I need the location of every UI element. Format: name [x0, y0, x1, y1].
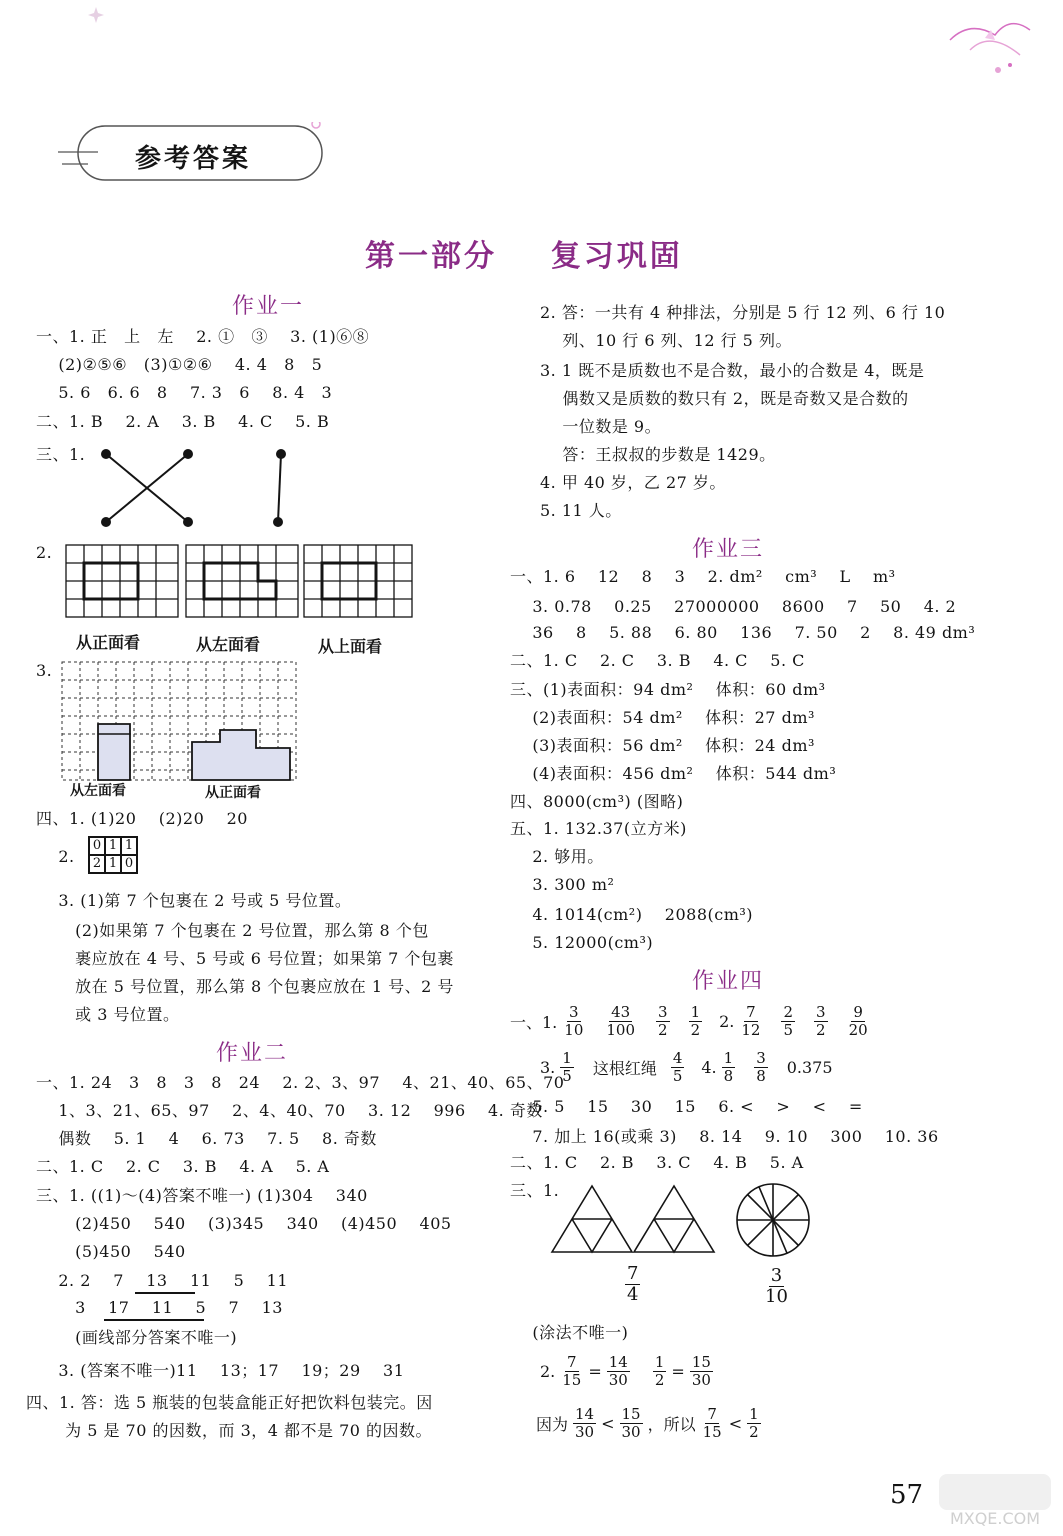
fraction — [781, 1004, 795, 1039]
numerator: 3 — [816, 1003, 826, 1021]
hw3-line7: (3)表面积：56 dm² 体积：24 dm³ — [510, 736, 815, 755]
fraction — [653, 1354, 667, 1389]
denominator: 12 — [741, 1021, 761, 1039]
hw2-line7: (5)450 540 — [36, 1242, 186, 1261]
sparkle-icon — [86, 5, 106, 25]
view-label-left: 从左面看 — [196, 635, 261, 654]
underline-2 — [104, 1319, 204, 1321]
hw4-q2-row — [540, 1354, 718, 1389]
hw1-line8: 3. (1)第 7 个包裹在 2 号或 5 号位置。 — [36, 891, 352, 910]
digit-cell: 2 — [89, 855, 105, 873]
hw4-title: 作业四 — [692, 969, 765, 994]
digit-cell: 1 — [105, 837, 121, 855]
denominator: 8 — [756, 1067, 766, 1085]
denominator: 2 — [749, 1423, 759, 1441]
fraction — [671, 1050, 685, 1085]
view-grids-diagram — [64, 543, 416, 619]
fraction — [560, 1354, 583, 1389]
denominator: 10 — [765, 1286, 788, 1307]
digit-cell: 1 — [121, 837, 137, 855]
fraction — [607, 1354, 630, 1389]
row2-mid: 4. — [701, 1058, 717, 1077]
shape-fraction-1 — [620, 1264, 645, 1305]
numerator: 7 — [567, 1353, 577, 1371]
fraction — [573, 1406, 596, 1441]
hw3-line11: 2. 够用。 — [510, 847, 604, 866]
numerator: 7 — [707, 1405, 717, 1423]
numerator: 1 — [562, 1049, 572, 1067]
hw3-line2: 3. 0.78 0.25 27000000 8600 7 50 4. 2 — [510, 597, 957, 616]
denominator: 4 — [627, 1284, 639, 1305]
denominator: 5 — [783, 1021, 794, 1039]
fraction — [722, 1050, 736, 1085]
hw2-line4: 二、1. C 2. C 3. B 4. A 5. A — [36, 1157, 330, 1176]
fraction — [701, 1406, 724, 1441]
row1-prefix: 一、1. — [510, 1013, 558, 1032]
denominator: 100 — [606, 1021, 636, 1039]
numerator: 1 — [723, 1049, 734, 1067]
right-line8: 5. 11 人。 — [540, 501, 622, 520]
hw1-q2-label: 2. — [36, 543, 53, 562]
hw3-title: 作业三 — [692, 537, 765, 562]
hw2-line11: 3. (答案不唯一)11 13；17 19；29 31 — [36, 1361, 405, 1380]
red-rope-text: 这根红绳 — [592, 1059, 657, 1078]
hw2-line9: 3 17 11 5 7 13 — [36, 1298, 283, 1317]
hw1-q3-label: 3. — [36, 661, 53, 680]
hw4-line3: 5. 5 15 30 15 6. < > < = — [510, 1097, 863, 1116]
numerator: 3 — [569, 1003, 579, 1021]
hw3-line9: 四、8000(cm³) (图略) — [510, 792, 684, 811]
hw2-line2: 1、3、21、65、97 2、4、40、70 3. 12 996 4. 奇数 — [36, 1101, 543, 1120]
equals-sign: = — [588, 1362, 602, 1381]
less-than-sign: < — [728, 1414, 743, 1433]
hw3-line5: 三、(1)表面积：94 dm² 体积：60 dm³ — [510, 680, 826, 699]
less-than-sign: < — [601, 1414, 615, 1433]
hw1-line9: (2)如果第 7 个包裹在 2 号位置，那么第 8 个包 — [36, 921, 429, 940]
hw1-line3: 5. 6 6. 6 8 7. 3 6 8. 4 3 — [36, 383, 333, 402]
fraction — [562, 1004, 585, 1039]
because-text: 因为 — [536, 1415, 569, 1434]
digit-cell: 1 — [105, 855, 121, 873]
denominator: 30 — [608, 1371, 628, 1389]
shape-fraction-2 — [758, 1266, 795, 1307]
hw2-line10: (画线部分答案不唯一) — [36, 1328, 238, 1347]
hw1-line7: 2. — [36, 847, 75, 866]
fraction — [814, 1004, 828, 1039]
underline-1 — [135, 1292, 195, 1294]
hw1-line6: 四、1. (1)20 (2)20 20 — [36, 809, 248, 828]
denominator: 2 — [654, 1371, 665, 1389]
hw3-line4: 二、1. C 2. C 3. B 4. C 5. C — [510, 651, 805, 670]
denominator: 5 — [672, 1067, 683, 1085]
hw2-line3: 偶数 5. 1 4 6. 73 7. 5 8. 奇数 — [36, 1129, 377, 1148]
fraction — [625, 1264, 640, 1305]
view-label-front: 从正面看 — [76, 633, 141, 652]
hw4-row2 — [540, 1050, 833, 1085]
equals-sign: = — [671, 1362, 685, 1381]
fraction — [739, 1004, 762, 1039]
right-line7: 4. 甲 40 岁，乙 27 岁。 — [540, 473, 726, 492]
row1-mid: 2. — [719, 1012, 735, 1031]
hw3-line6: (2)表面积：54 dm² 体积：27 dm³ — [510, 708, 815, 727]
hw4-line5: 二、1. C 2. B 3. C 4. B 5. A — [510, 1153, 804, 1172]
watermark-logo-icon — [935, 1470, 1055, 1532]
fraction — [754, 1050, 768, 1085]
fraction — [656, 1004, 670, 1039]
view-label-front-2: 从正面看 — [205, 785, 261, 801]
view-label-top: 从上面看 — [318, 637, 383, 656]
denominator: 20 — [848, 1021, 868, 1039]
denominator: 2 — [816, 1021, 826, 1039]
matching-lines-diagram — [96, 444, 296, 534]
numerator: 2 — [783, 1003, 794, 1021]
hw2-line5: 三、1. ((1)～(4)答案不唯一) (1)304 340 — [36, 1186, 368, 1205]
hw2-line8: 2. 2 7 13 11 5 11 — [36, 1271, 289, 1290]
hw3-line8: (4)表面积：456 dm² 体积：544 dm³ — [510, 764, 837, 783]
fraction — [604, 1004, 637, 1039]
fraction — [690, 1354, 713, 1389]
denominator: 10 — [564, 1021, 584, 1039]
fraction — [763, 1266, 790, 1307]
right-line5: 一位数是 9。 — [540, 417, 662, 436]
right-line2: 列、10 行 6 列、12 行 5 列。 — [540, 331, 792, 350]
numerator: 43 — [611, 1003, 631, 1021]
hw3-line3: 36 8 5. 88 6. 80 136 7. 50 2 8. 49 dm³ — [510, 623, 976, 642]
right-line4: 偶数又是质数的数只有 2，既是奇数又是合数的 — [540, 389, 909, 408]
numerator: 15 — [691, 1353, 711, 1371]
denominator: 8 — [723, 1067, 734, 1085]
hw1-line10: 裹应放在 4 号、5 号或 6 号位置；如果第 7 个包裹 — [36, 949, 454, 968]
hw2-title: 作业二 — [216, 1041, 289, 1066]
numerator: 4 — [672, 1049, 683, 1067]
so-text: ，所以 — [647, 1415, 696, 1434]
numerator: 15 — [621, 1405, 641, 1423]
q2-prefix: 2. — [540, 1362, 556, 1381]
denominator: 30 — [691, 1371, 711, 1389]
hw2-line13: 为 5 是 70 的因数，而 3，4 都不是 70 的因数。 — [26, 1421, 433, 1440]
fraction — [747, 1406, 761, 1441]
hw2-line1: 一、1. 24 3 8 3 8 24 2. 2、3、97 4、21、40、65、70 — [36, 1073, 565, 1092]
numerator: 14 — [575, 1405, 595, 1423]
hw3-line14: 5. 12000(cm³) — [510, 933, 654, 952]
numerator: 7 — [627, 1263, 639, 1284]
right-line6: 答：王叔叔的步数是 1429。 — [540, 445, 776, 464]
numerator: 1 — [654, 1353, 665, 1371]
denominator: 2 — [658, 1021, 668, 1039]
denominator: 2 — [690, 1021, 701, 1039]
row2-prefix: 3. — [540, 1058, 556, 1077]
hw4-line4: 7. 加上 16(或乘 3) 8. 14 9. 10 300 10. 36 — [510, 1127, 939, 1146]
hw3-line13: 4. 1014(cm²) 2088(cm³) — [510, 905, 754, 924]
hw2-line12: 四、1. 答：选 5 瓶装的包装盒能正好把饮料包装完。因 — [26, 1393, 433, 1412]
numerator: 7 — [746, 1003, 756, 1021]
page-number: 57 — [890, 1480, 924, 1510]
hw4-line7: (涂法不唯一) — [510, 1323, 629, 1342]
numerator: 3 — [658, 1003, 668, 1021]
answer-badge-text: 参考答案 — [135, 144, 252, 174]
hw1-line12: 或 3 号位置。 — [36, 1005, 180, 1024]
hw1-line2: (2)②⑤⑥ (3)①②⑥ 4. 4 8 5 — [36, 355, 323, 374]
hw4-line6: 三、1. — [510, 1181, 560, 1200]
svg-text:MXQE.COM: MXQE.COM — [949, 1509, 1041, 1528]
numerator: 1 — [690, 1003, 701, 1021]
hw1-title: 作业一 — [232, 294, 305, 319]
digit-cell: 0 — [121, 855, 137, 873]
denominator: 15 — [562, 1371, 582, 1389]
hw1-line4: 二、1. B 2. A 3. B 4. C 5. B — [36, 412, 330, 431]
fraction — [620, 1406, 643, 1441]
denominator: 30 — [575, 1423, 595, 1441]
numerator: 1 — [749, 1405, 759, 1423]
dotted-grid-diagram — [60, 660, 300, 782]
hw1-line1: 一、1. 正 上 左 2. ① ③ 3. (1)⑥⑧ — [36, 327, 370, 346]
denominator: 15 — [702, 1423, 722, 1441]
hw4-because-row — [536, 1406, 766, 1441]
fraction — [689, 1004, 703, 1039]
part-title: 第一部分 复习巩固 — [365, 239, 683, 274]
triangles-circle-diagram — [548, 1182, 818, 1258]
row2-tail: 0.375 — [786, 1058, 833, 1077]
hw3-line10: 五、1. 132.37(立方米) — [510, 819, 687, 838]
view-label-left-2: 从左面看 — [70, 783, 126, 799]
fraction — [560, 1050, 574, 1085]
numerator: 3 — [756, 1049, 766, 1067]
hw3-line1: 一、1. 6 12 8 3 2. dm² cm³ L m³ — [510, 567, 896, 586]
right-line3: 3. 1 既不是质数也不是合数，最小的合数是 4，既是 — [540, 361, 925, 380]
hw2-line6: (2)450 540 (3)345 340 (4)450 405 — [36, 1214, 452, 1233]
denominator: 5 — [562, 1067, 572, 1085]
denominator: 30 — [621, 1423, 641, 1441]
hw4-row1 — [510, 1004, 875, 1039]
numerator: 3 — [770, 1265, 783, 1286]
fraction — [847, 1004, 870, 1039]
hw3-line12: 3. 300 m² — [510, 875, 615, 894]
digit-grid — [88, 836, 138, 874]
flower-decoration-icon — [940, 10, 1050, 80]
hw1-line5: 三、1. — [36, 445, 86, 464]
numerator: 14 — [608, 1353, 628, 1371]
hw1-line11: 放在 5 号位置，那么第 8 个包裹应放在 1 号、2 号 — [36, 977, 454, 996]
numerator: 9 — [853, 1003, 863, 1021]
right-line1: 2. 答：一共有 4 种排法，分别是 5 行 12 列、6 行 10 — [540, 303, 946, 322]
digit-cell: 0 — [89, 837, 105, 855]
